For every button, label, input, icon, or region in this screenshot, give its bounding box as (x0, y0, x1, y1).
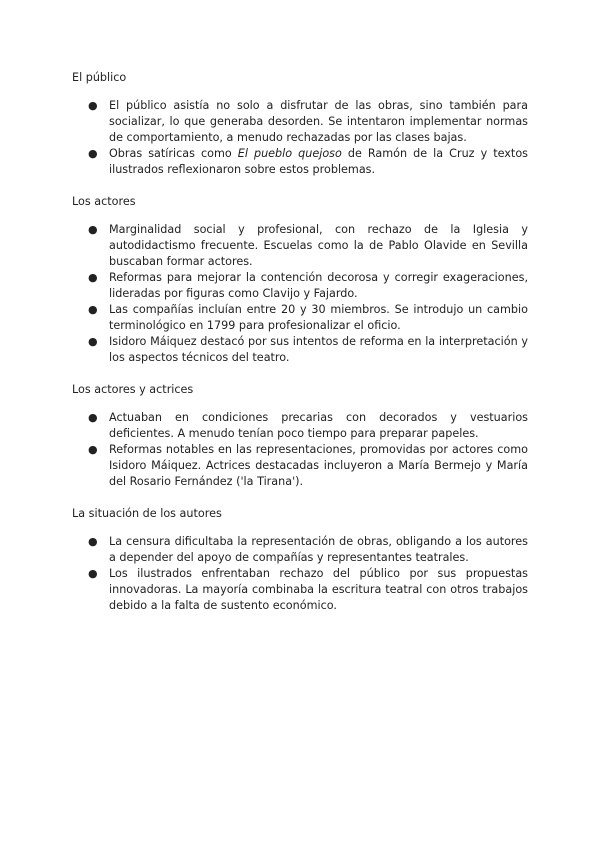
list-item-text: Reformas para mejorar la contención decorosa y corregir exageraciones, lideradas por figuras como Clavijo y Fajardo. (109, 271, 528, 300)
list-item (72, 566, 528, 614)
list-item-text: Actuaban en condiciones precarias con decorados y vestuarios deficientes. A menudo tenían poco tiempo para preparar papeles. (109, 411, 528, 440)
bullet-icon: ● (88, 223, 98, 236)
list-item-text: Marginalidad social y profesional, con rechazo de la Iglesia y autodidactismo frecuente. Escuelas como la de Pablo Olavide en Sevilla buscaban formar actores. (109, 223, 528, 268)
section-title-actores-actrices: Los actores y actrices (72, 383, 194, 396)
document-page (72, 70, 528, 630)
list-item (72, 146, 528, 178)
list-item (72, 222, 528, 270)
list-item (72, 442, 528, 490)
list-item (72, 302, 528, 334)
section-title-autores: La situación de los autores (72, 507, 222, 520)
bullet-icon: ● (88, 303, 98, 316)
list-item (72, 270, 528, 302)
list-item-text: La censura dificultaba la representación de obras, obligando a los autores a depender del apoyo de compañías y representantes teatrales. (109, 535, 528, 564)
bullet-icon: ● (88, 535, 98, 548)
list-item-text-pre: Obras satíricas como (109, 147, 238, 160)
list-item (72, 534, 528, 566)
bullet-list-autores (72, 534, 528, 614)
list-item (72, 98, 528, 146)
bullet-list-publico (72, 98, 528, 178)
list-item-text-post: de Ramón de la Cruz y textos ilustrados reflexionaron sobre estos problemas. (109, 147, 528, 176)
list-item (72, 410, 528, 442)
bullet-icon: ● (88, 567, 98, 580)
list-item (72, 334, 528, 366)
bullet-icon: ● (88, 99, 98, 112)
list-item-text: Las compañías incluían entre 20 y 30 miembros. Se introdujo un cambio terminológico en 1799 para profesionalizar el oficio. (109, 303, 528, 332)
bullet-icon: ● (88, 443, 98, 456)
list-item-text: Los ilustrados enfrentaban rechazo del público por sus propuestas innovadoras. La mayoría combinaba la escritura teatral con otros trabajos debido a la falta de sustento económico. (109, 567, 528, 612)
section-title-publico: El público (72, 71, 127, 84)
list-item-text: El público asistía no solo a disfrutar de las obras, sino también para socializar, lo que generaba desorden. Se intentaron implementar normas de comportamiento, a menudo rechazadas por las clases bajas. (109, 99, 528, 144)
bullet-icon: ● (88, 411, 98, 424)
bullet-icon: ● (88, 147, 98, 160)
bullet-list-actores-actrices (72, 410, 528, 490)
bullet-icon: ● (88, 271, 98, 284)
bullet-icon: ● (88, 335, 98, 348)
list-item-text: Reformas notables en las representaciones, promovidas por actores como Isidoro Máiquez. Actrices destacadas incluyeron a María Bermejo y María del Rosario Fernández ('la Tirana'). (109, 443, 528, 488)
section-title-actores: Los actores (72, 195, 136, 208)
list-item-text: Isidoro Máiquez destacó por sus intentos de reforma en la interpretación y los aspectos técnicos del teatro. (109, 335, 528, 364)
work-title: El pueblo quejoso (237, 147, 342, 160)
bullet-list-actores (72, 222, 528, 366)
